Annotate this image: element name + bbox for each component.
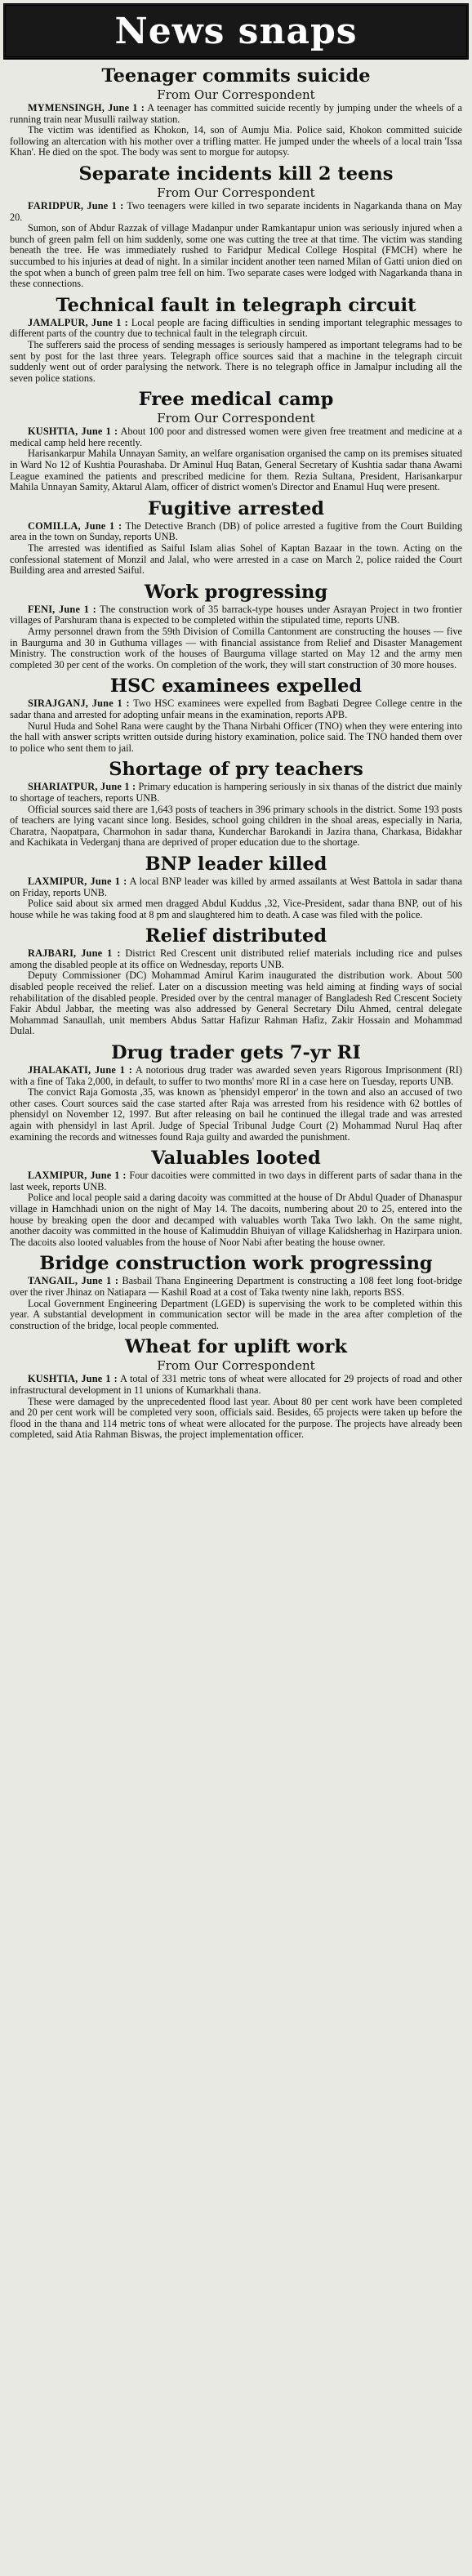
news-story — [3, 389, 469, 493]
news-story — [3, 65, 469, 158]
paragraph-text: A teenager has committed suicide recently by jumping under the wheels of a running train near Musulli railway station. — [10, 102, 462, 125]
story-paragraph — [10, 721, 462, 755]
news-story — [3, 498, 469, 577]
story-dateline: SHARIATPUR, June 1 : — [28, 781, 136, 793]
story-paragraph — [10, 223, 462, 290]
paragraph-text: A total of 331 metric tons of wheat were allocated for 29 projects of road and other infrastructural development in 11 unions of Kumarkhali thana. — [10, 1373, 462, 1396]
story-paragraph — [10, 340, 462, 384]
story-paragraph — [10, 804, 462, 849]
paragraph-text: Two HSC examinees were expelled from Bagbati Degree College centre in the sadar thana and arrested for adopting unfair means in the examination, reports APB. — [10, 697, 462, 720]
paragraph-text: Harisankarpur Mahila Unnayan Samity, an welfare organisation organised the camp on its premises situated in Ward No 12 of Kushtia Pourashaba. Dr Aminul Huq Batan, General Secretary of Kushtia sadar thana Awami League examined the patients and prescribed medicine for them. Rezia Sultana, President, Harisankarpur Mahila Unnayan Samity, Aktarul Alam, officer of district women's Director and Enamul Huq were present. — [10, 448, 462, 493]
story-headline: HSC examinees expelled — [109, 675, 363, 697]
paragraph-text: These were damaged by the unprecedented flood last year. About 80 per cent work have been completed and 20 per cent work will be completed very soon, officials said. Besides, 65 projects were taken up before the flood in the thana and 114 metric tons of wheat were allocated for the purpose. The projects have already been completed, said Atia Rahman Biswas, the project implementation officer. — [10, 1395, 462, 1441]
story-paragraph — [10, 543, 462, 577]
story-paragraph — [10, 698, 462, 720]
news-story — [3, 163, 469, 290]
story-paragraph — [10, 1170, 462, 1192]
story-dateline: LAXMIPUR, June 1 : — [28, 875, 127, 887]
section-title: News snaps — [114, 10, 358, 52]
paragraph-text: A local BNP leader was killed by armed assailants at West Battola in sadar thana on Friday, reports UNB. — [10, 875, 462, 898]
story-paragraph — [10, 1065, 462, 1087]
news-story — [3, 1042, 469, 1143]
story-dateline: LAXMIPUR, June 1 : — [28, 1170, 127, 1182]
story-paragraph — [10, 948, 462, 970]
story-paragraph — [10, 970, 462, 1037]
story-paragraph — [10, 1299, 462, 1332]
news-story — [3, 853, 469, 920]
paragraph-text: Sumon, son of Abdur Razzak of village Madanpur under Ramkantapur union was seriously injured when a bunch of green palm fell on him suddenly, some one was cutting the tree at that time. The victim was standing beneath the tree. He was immediately rushed to Faridpur Medical College Hospital (FMCH) where he succumbed to his injuries at dead of night. In a similar incident another teen named Milan of Gatti union died on the spot when a bunch of green palm tree fell on him. Two separate cases were lodged with Nagarkanda thana in these connections. — [10, 222, 462, 290]
story-paragraph — [10, 1397, 462, 1441]
paragraph-text: Local Government Engineering Department (LGED) is supervising the work to be completed within this year. A substantial development in communication sector will be made in the area after completion of the construction of the bridge, local people commented. — [10, 1297, 462, 1331]
story-headline: Free medical camp — [138, 389, 334, 411]
paragraph-text: Four dacoities were committed in two days in different parts of sadar thana in the last week, reports UNB. — [10, 1170, 462, 1192]
story-dateline: KUSHTIA, June 1 : — [28, 1373, 118, 1385]
paragraph-text: The construction work of 35 barrack-type houses under Asrayan Project in two frontier villages of Parshuram thana is expected to be completed within the stipulated time, reports UNB. — [10, 603, 463, 626]
story-paragraph — [10, 782, 462, 804]
story-paragraph — [10, 1374, 462, 1396]
paragraph-text: About 100 poor and distressed women were given free treatment and medicine at a medical camp held here recently. — [10, 426, 462, 448]
paragraph-text: The Detective Branch (DB) of police arrested a fugitive from the Court Building area in the town on Sunday, reports UNB. — [10, 519, 462, 543]
paragraph-text: Army personnel drawn from the 59th Division of Comilla Cantonment are constructing the houses — five in Baurguma and 30 in Guthuma villages — with financial assistance from Relief and Disaster Management Ministry. The construction work of the houses of Baurguma village started on May 12 and the army men completed 30 per cent of the works. On completion of the work, they will start construction of 30 more houses. — [10, 626, 462, 671]
paragraph-text: District Red Crescent unit distributed relief materials including rice and pulses among the disabled people at its office on Wednesday, reports UNB. — [10, 947, 462, 970]
news-story — [3, 1253, 469, 1331]
story-dateline: SIRAJGANJ, June 1 : — [28, 697, 130, 710]
paragraph-text: Police and local people said a daring dacoity was committed at the house of Dr Abdul Quader of Dhanaspur village in Hamchhadi union on the night of May 14. The dacoits, numbering about 20 to 25, entered into the house by breaking open the door and decamped with valuables worth Taka Two lakh. On the same night, another dacoity was committed in the house of Kalimuddin Bhuiyan of village Kalidsherhag in Hazirpara union. The dacoits also looted valuables from the house of Noor Nabi after beating the house owner. — [10, 1192, 462, 1248]
news-story — [3, 759, 469, 849]
story-paragraph — [10, 103, 462, 125]
paragraph-text: Police said about six armed men dragged Abdul Kuddus ,32, Vice-President, sadar thana BNP, out of his house while he was taking food at 8 pm and slaughtered him to death. A case was filed with the police. — [10, 898, 462, 920]
story-paragraph — [10, 426, 462, 448]
newspaper-page — [3, 3, 469, 2569]
news-story — [3, 925, 469, 1037]
story-paragraph — [10, 1087, 462, 1143]
paragraph-text: Local people are facing difficulties in sending important telegraphic messages to different parts of the country due to technical fault in the telegraph circuit. — [10, 316, 463, 340]
story-paragraph — [10, 448, 462, 492]
news-story — [3, 675, 469, 754]
paragraph-text: The convict Raja Gomosta ,35, was known as 'phensidyl emperor' in the town and also an accused of two other cases. Court sources said the case started after Raja was arrested from his residence with 62 bottles of phensidyl on November 12, 1997. But after releasing on bail he continued the illegal trade and was arrested again with phensidyl in last April. Judge of Special Tribunal Judge Court (2) Mohammad Nurul Haq after examining the records and witnesses found Raja guilty and awarded the punishment. — [10, 1086, 462, 1143]
story-paragraph — [10, 1276, 462, 1298]
news-story — [3, 582, 469, 671]
story-list — [3, 65, 469, 1441]
story-headline: BNP leader killed — [145, 853, 327, 875]
story-paragraph — [10, 1192, 462, 1248]
story-byline: From Our Correspondent — [157, 411, 315, 426]
story-dateline: MYMENSINGH, June 1 : — [28, 102, 145, 114]
paragraph-text: A notorious drug trader was awarded seven years Rigorous Imprisonment (RI) with a fine of Taka 2,000, in default, to suffer to two months' more RI in a case here on Tuesday, reports UNB. — [10, 1064, 462, 1087]
paragraph-text: The sufferers said the process of sending messages is seriously hampered as important telegrams had to be sent by post for the last three years. Telegraph office sources said that a machine in the telegraph circuit suddenly went out of order paralysing the network. There is no telegraph office in Jamalpur including all the seven police stations. — [10, 338, 462, 384]
paragraph-text: Basbail Thana Engineering Department is constructing a 108 feet long foot-bridge over the river Jhinaz on Natiapara — Kashil Road at a cost of Taka twenty nine lakh, reports BSS. — [10, 1275, 462, 1298]
story-headline: Bridge construction work progressing — [39, 1253, 433, 1275]
story-dateline: RAJBARI, June 1 : — [28, 947, 121, 960]
story-dateline: KUSHTIA, June 1 : — [28, 426, 118, 438]
paragraph-text: Official sources said there are 1,643 posts of teachers in 396 primary schools in the district. Some 193 posts of teachers are lying vacant since long. Besides, school going children in the shoal areas, especially in Naria, Charatra, Naopatpara, Charmohon in sadar thana, Kunderchar Barokandi in Jazira thana, Charkasa, Bidakhar and Kachikata in Vederganj thana are deprived of proper education due to the shortage. — [10, 803, 462, 849]
paragraph-text: Deputy Commissioner (DC) Mohammad Amirul Karim inaugurated the distribution work. About 500 disabled people received the relief. Later on a discussion meeting was held aiming at finding ways of social rehabilitation of the disabled people. Presided over by the central manager of Bangladesh Red Crescent Society Fakir Abdul Jabbar, the meeting was also addressed by General Secretary Dilu Ahmed, central delegate Mohammad Sanaullah, unit members Abdus Sattar Hafizur Rahman Hafiz, Zakir Hossain and Mohammad Dulal. — [10, 969, 462, 1037]
story-headline: Teenager commits suicide — [101, 65, 371, 87]
story-headline: Technical fault in telegraph circuit — [56, 294, 416, 316]
story-paragraph — [10, 318, 462, 340]
story-headline: Valuables looted — [151, 1148, 321, 1170]
story-headline: Shortage of pry teachers — [109, 759, 363, 781]
paragraph-text: Primary education is hampering seriously in six thanas of the district due mainly to shortage of teachers, reports UNB. — [10, 781, 463, 804]
story-dateline: JAMALPUR, June 1 : — [28, 316, 128, 328]
story-dateline: COMILLA, June 1 : — [28, 519, 122, 532]
story-dateline: JHALAKATI, June 1 : — [28, 1064, 133, 1076]
story-paragraph — [10, 125, 462, 158]
story-paragraph — [10, 626, 462, 671]
story-paragraph — [10, 201, 462, 223]
news-story — [3, 295, 469, 385]
news-story — [3, 1148, 469, 1248]
story-headline: Separate incidents kill 2 teens — [78, 163, 394, 185]
story-dateline: FARIDPUR, June 1 : — [28, 199, 124, 212]
paragraph-text: Nurul Huda and Sohel Rana were caught by the Thana Nirbahi Officer (TNO) when they were entering into the hall with answer scripts written outside during history examination, police said. The TNO handed them over to police who sent them to jail. — [10, 720, 462, 754]
story-headline: Work progressing — [144, 581, 328, 603]
story-paragraph — [10, 898, 462, 920]
story-headline: Relief distributed — [145, 925, 327, 947]
story-byline: From Our Correspondent — [157, 1358, 315, 1374]
story-paragraph — [10, 521, 462, 543]
section-banner — [3, 3, 469, 59]
story-headline: Fugitive arrested — [147, 497, 325, 519]
story-headline: Wheat for uplift work — [124, 1336, 348, 1358]
paragraph-text: The arrested was identified as Saiful Islam alias Sohel of Kaptan Bazaar in the town. Acting on the confessional statement of Monzil and Jalal, who were arrested in a case on March 2, police raided the Court Building area and arrested Saiful. — [10, 542, 462, 577]
story-byline: From Our Correspondent — [157, 87, 315, 102]
story-dateline: FENI, June 1 : — [28, 603, 96, 615]
story-paragraph — [10, 876, 462, 898]
story-dateline: TANGAIL, June 1 : — [28, 1275, 119, 1287]
story-headline: Drug trader gets 7-yr RI — [111, 1042, 361, 1064]
paragraph-text: The victim was identified as Khokon, 14, son of Aumju Mia. Police said, Khokon committed suicide following an altercation with his mother over a trifling matter. He jumped under the wheels of a local train 'Issa Khan'. He died on the spot. The body was sent to morgue for autopsy. — [10, 124, 462, 158]
story-byline: From Our Correspondent — [157, 185, 315, 200]
paragraph-text: Two teenagers were killed in two separate incidents in Nagarkanda thana on May 20. — [10, 199, 462, 223]
news-story — [3, 1336, 469, 1441]
story-paragraph — [10, 604, 462, 626]
